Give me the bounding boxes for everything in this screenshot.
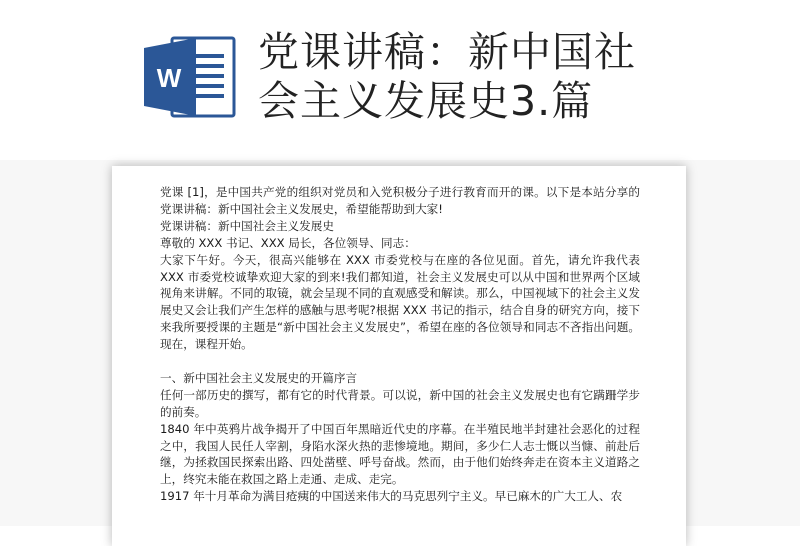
body-paragraph: 1840 年中英鸦片战争揭开了中国百年黑暗近代史的序幕。在半殖民地半封建社会恶化的过程之中，我国人民任人宰割，身陷水深火热的悲惨境地。期间，多少仁人志士慨以当慷、前赴后继，为拯救国民探索出路、四处凿壁、呼号奋战。然而，由于他们始终奔走在资本主义道路之上，终究未能在救国之路上走通、走成、走完。: [160, 421, 640, 487]
title-line-1: 党课讲稿：新中国社: [258, 28, 636, 76]
doc-subtitle: 党课讲稿：新中国社会主义发展史: [160, 218, 334, 233]
salutation: 尊敬的 XXX 书记、XXX 局长，各位领导、同志：: [160, 235, 416, 250]
intro-paragraph: 党课 [1]，是中国共产党的组织对党员和入党积极分子进行教育而开的课。以下是本站分享的党课讲稿：新中国社会主义发展史，希望能帮助到大家!: [160, 185, 640, 216]
title-line-2: 会主义发展史3.篇: [258, 77, 594, 125]
svg-text:W: W: [156, 63, 182, 93]
header: [0, 0, 800, 160]
body-paragraph: 1917 年十月革命为满目疮痍的中国送来伟大的马克思列宁主义。早已麻木的广大工人、农: [160, 489, 623, 504]
body-paragraph: 任何一部历史的撰写，都有它的时代背景。可以说，新中国的社会主义发展史也有它蹒跚学步的前奏。: [160, 387, 640, 419]
section-heading: 一、新中国社会主义发展史的开篇序言: [160, 370, 358, 385]
document-content: [160, 184, 640, 505]
word-document-icon: [138, 34, 246, 120]
page-title: [258, 28, 778, 126]
body-paragraph: 大家下午好。今天，很高兴能够在 XXX 市委党校与在座的各位见面。首先，请允许我代表 XXX 市委党校诚挚欢迎大家的到来!我们都知道，社会主义发展史可以从中国和世界两个区域视角来讲解。不同的取镜，就会呈现不同的直观感受和解读。那么，中国视域下的社会主义发展史又会让我们产生怎样的感触与思考呢?根据 XXX 书记的指示，结合自身的研究方向，接下来我所要授课的主题是“新中国社会主义发展史”，希望在座的各位领导和同志不吝指出问题。现在，课程开始。: [160, 252, 640, 352]
blank-line: [160, 353, 640, 370]
